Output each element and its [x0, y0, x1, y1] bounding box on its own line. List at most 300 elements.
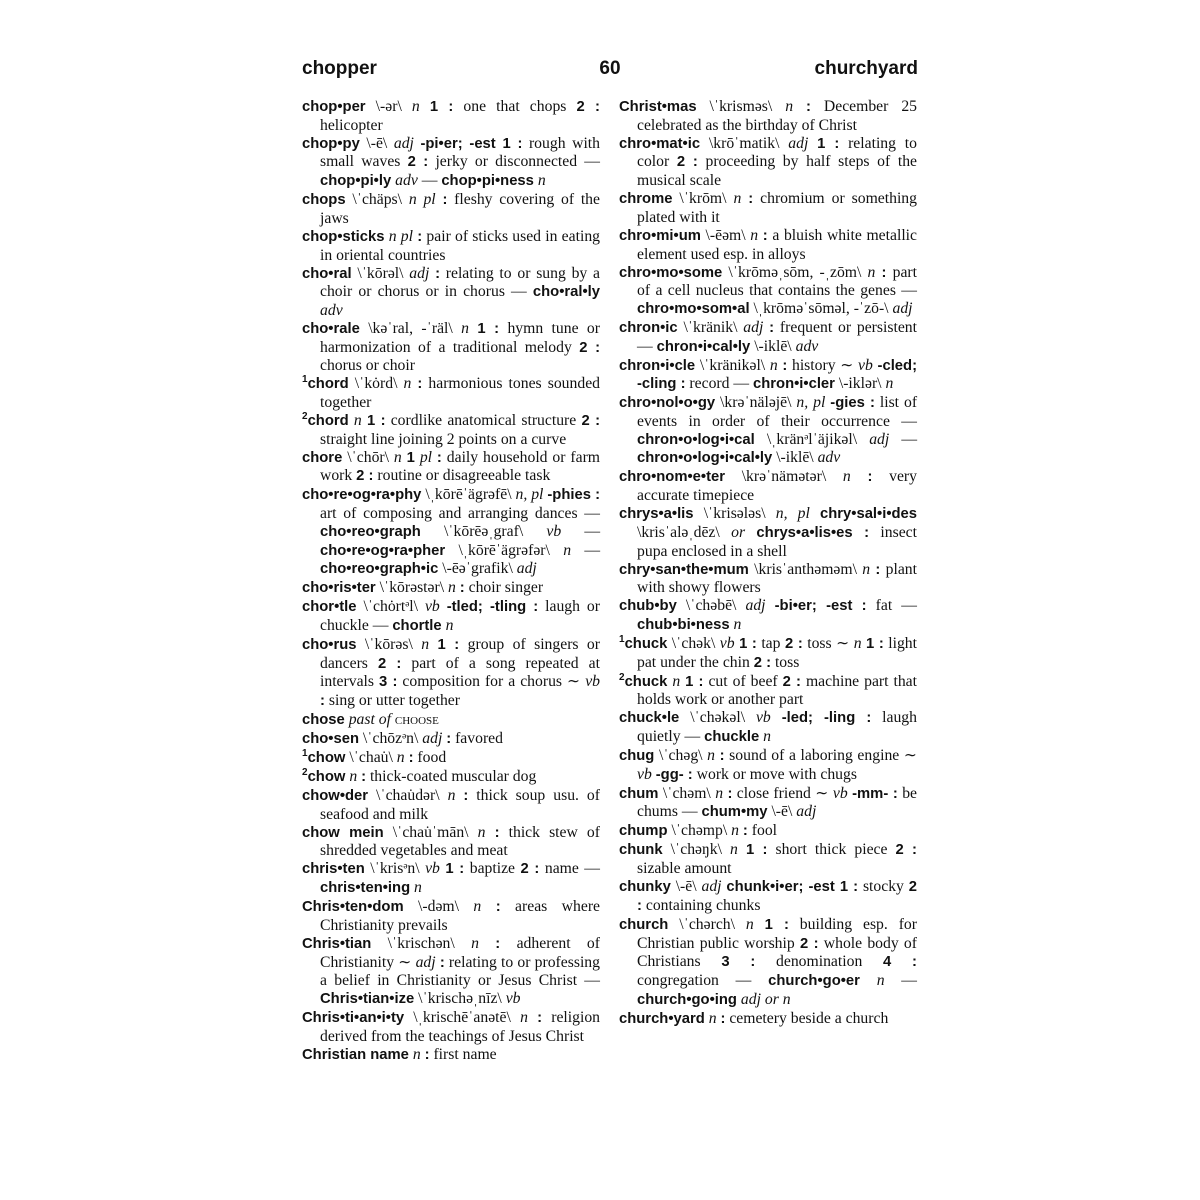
entry-text: \ˈchəŋk\	[662, 841, 731, 859]
entry-bold-text: chow mein	[302, 824, 384, 841]
entry-bold-text: 1 :	[739, 635, 757, 652]
dictionary-entry	[619, 98, 917, 134]
entry-text: a bluish white metallic element used esp. in alloys	[637, 226, 917, 263]
entry-bold-text: chris•ten•ing	[320, 880, 411, 897]
entry-bold-text: 2 :	[784, 635, 803, 652]
entry-bold-text: chron•o•log•i•cal•ly	[637, 450, 773, 467]
homograph-number: 1	[302, 747, 308, 759]
entry-bold-text: :	[320, 693, 325, 710]
entry-bold-text: chunk	[619, 842, 663, 859]
entry-text: part of a cell nucleus that contains the genes —	[637, 263, 917, 300]
entry-text: congregation —	[637, 971, 769, 989]
entry-bold-text: :	[463, 788, 469, 805]
entry-italic-text: n	[745, 915, 754, 933]
entry-bold-text: Christian name	[302, 1046, 409, 1063]
entry-bold-text: :	[446, 731, 452, 748]
entry-text: proceeding by half steps of the musical scale	[637, 153, 918, 190]
entry-text: toss ∼	[802, 634, 854, 652]
entry-italic-text: n	[733, 190, 742, 208]
entry-italic-text: n	[750, 226, 759, 244]
entry-bold-text: 1	[406, 449, 415, 466]
entry-bold-text: 1 :	[477, 320, 500, 337]
entry-bold-text: 2 :	[576, 99, 600, 115]
entry-italic-text: n	[769, 356, 778, 374]
entry-italic-text: n	[393, 448, 402, 466]
dictionary-entry	[302, 98, 600, 134]
entry-bold-text: :	[408, 750, 414, 767]
page-number: 60	[599, 58, 621, 79]
entry-text: helicopter	[320, 116, 383, 134]
entry-bold-text: :	[436, 449, 442, 466]
entry-text: art of composing and arranging dances —	[320, 505, 600, 523]
entry-italic-text: n	[473, 898, 482, 916]
dictionary-entry	[302, 486, 600, 579]
entry-bold-text: chro•nol•o•gy	[619, 395, 716, 412]
entry-text: containing chunks	[641, 896, 761, 914]
entry-text: December 25 celebrated as the birthday of Christ	[637, 98, 918, 134]
entry-italic-text: past of	[348, 711, 391, 729]
entry-italic-text: adj	[796, 803, 817, 821]
entry-bold-text: -mm- :	[852, 785, 898, 802]
entry-italic-text: adj	[892, 299, 913, 317]
entry-bold-text: -gies :	[830, 395, 875, 412]
entry-bold-text: -phies :	[547, 487, 601, 504]
entry-text: \ˈchȯrtᵊl\	[356, 598, 425, 616]
entry-text: short thick piece	[767, 841, 896, 859]
entry-italic-text: n	[477, 823, 486, 841]
entry-italic-text: n	[733, 615, 742, 633]
dictionary-entry	[619, 916, 917, 1010]
entry-bold-text: cho•re•og•ra•phy	[302, 487, 422, 504]
entry-bold-text: -bi•er; -est :	[774, 598, 867, 615]
dictionary-entry	[619, 709, 917, 746]
dictionary-page	[302, 58, 918, 1158]
entry-italic-text: n	[867, 263, 876, 281]
entry-bold-text: chum	[619, 785, 659, 802]
dictionary-entry	[302, 320, 600, 375]
entry-bold-text: cho•ris•ter	[302, 580, 376, 597]
entry-bold-text: chuck	[624, 635, 668, 652]
entry-italic-text: vb	[424, 598, 440, 616]
entry-text: \-ē\	[670, 878, 702, 896]
entry-italic-text: n	[396, 749, 405, 767]
homograph-number: 2	[302, 766, 308, 778]
entry-italic-text: n pl	[408, 191, 436, 209]
dictionary-entry	[302, 749, 600, 768]
entry-text: \ˈkȯrd\	[348, 375, 404, 393]
entry-text: hymn tune or harmonization of a traditional melody	[320, 319, 600, 356]
entry-text: baptize	[464, 860, 521, 878]
entry-text: insect pupa enclosed in a shell	[637, 523, 918, 560]
entry-italic-text: n	[461, 319, 469, 337]
dictionary-entry	[619, 227, 917, 263]
entry-bold-text: cho•ral•ly	[532, 284, 600, 301]
entry-bold-text: 4 :	[882, 954, 917, 971]
entry-bold-text: chro•mi•um	[619, 227, 701, 244]
entry-italic-text: n	[708, 1009, 717, 1027]
entry-text: building esp. for Christian public worship	[637, 915, 918, 952]
entry-text: \ˈchau̇dər\	[368, 787, 448, 805]
entry-text: be chums —	[637, 784, 917, 821]
entry-bold-text: 2 :	[753, 654, 772, 671]
entry-text: sizable amount	[637, 860, 732, 878]
entry-text: \ˈchōzᵊn\	[358, 730, 423, 748]
entry-bold-text: cho•rus	[302, 636, 357, 653]
entry-text: fat —	[866, 597, 917, 615]
entry-text: thick soup usu. of seafood and milk	[320, 787, 600, 823]
dictionary-entry	[302, 898, 600, 934]
dictionary-entry	[619, 505, 917, 560]
entry-text: daily household or farm work	[320, 448, 601, 485]
guide-word-last: churchyard	[814, 58, 918, 79]
entry-text: \-iklē\	[750, 337, 796, 355]
entry-bold-text: :	[361, 769, 367, 786]
entry-bold-text: 2 :	[407, 154, 429, 171]
entry-italic-text: n, pl	[796, 394, 826, 412]
entry-text: stocky	[858, 878, 909, 896]
entry-bold-text: :	[867, 469, 873, 486]
entry-italic-text: adj	[393, 134, 414, 152]
entry-text: light pat under the chin	[637, 634, 918, 671]
entry-bold-text: 3 :	[379, 674, 398, 691]
entry-bold-text: 3 :	[721, 954, 756, 971]
entry-bold-text: :	[881, 264, 887, 281]
entry-text: work or move with chugs	[692, 765, 857, 783]
homograph-number: 2	[619, 671, 625, 683]
entry-italic-text: n	[876, 971, 885, 989]
entry-text: composition for a chorus ∼	[397, 673, 586, 691]
entry-text: \ˈchərch\	[668, 915, 746, 933]
entry-text: fool	[747, 822, 778, 840]
entry-italic-text: adj	[869, 430, 890, 448]
entry-text: plant with showy flowers	[637, 560, 917, 597]
dictionary-entry	[302, 860, 600, 897]
entry-bold-text: :	[720, 1010, 726, 1027]
entry-bold-text: 2 :	[676, 154, 698, 171]
entry-bold-text: chrys•a•lis	[619, 506, 694, 523]
entry-text: \ˈchək\	[667, 634, 720, 652]
entry-italic-text: n	[421, 635, 430, 653]
entry-italic-text: vb	[832, 784, 848, 802]
entry-text: \ˈkōrēəˌgraf\	[420, 522, 547, 540]
entry-text: \krəˈnämətər\	[724, 468, 843, 486]
entry-bold-text: :	[417, 228, 423, 245]
entry-italic-text: n	[707, 747, 715, 765]
entry-bold-text: chord	[307, 376, 349, 393]
entry-text	[440, 598, 447, 615]
entry-italic-text: adv	[817, 449, 841, 467]
dictionary-entry	[619, 747, 917, 784]
entry-text: routine or disagreeable task	[373, 467, 551, 485]
entry-text: \ˈkōrəstər\	[375, 579, 448, 597]
dictionary-entry	[619, 635, 917, 672]
entry-bold-text: 2 :	[895, 842, 917, 859]
entry-bold-text: :	[719, 748, 725, 765]
entry-text: \kəˈral, -ˈräl\	[359, 319, 462, 337]
entry-text: \-ē\	[767, 803, 797, 821]
entry-text: \ˌkrōməˈsōməl, -ˈzō-\	[749, 299, 893, 317]
entry-text: \ˈchau̇ˈmān\	[383, 823, 478, 841]
entry-text: \ˌkränᵊlˈäjikəl\	[754, 430, 870, 448]
entry-text: \ˈchəkəl\	[679, 709, 756, 727]
entry-italic-text: n	[763, 728, 771, 746]
entry-text: religion derived from the teachings of Jesus Christ	[320, 1008, 601, 1045]
entry-text: \ˈkrisələs\	[693, 505, 776, 523]
entry-text	[479, 935, 495, 952]
entry-text	[754, 916, 765, 933]
entry-text: \ˈkrōm\	[672, 190, 734, 208]
entry-bold-text: church•yard	[619, 1010, 705, 1027]
entry-italic-text: vb	[719, 634, 735, 652]
homograph-number: 1	[619, 633, 625, 645]
entry-text	[860, 972, 877, 989]
entry-text: first name	[429, 1045, 497, 1063]
entry-text: favored	[451, 730, 503, 748]
dictionary-entry	[302, 787, 600, 823]
entry-bold-text: chro•nom•e•ter	[619, 469, 725, 486]
entry-text: harmonious tones sounded together	[320, 375, 600, 412]
entry-text: fleshy covering of the jaws	[320, 191, 600, 227]
entry-bold-text: 2 :	[581, 413, 601, 430]
entry-bold-text: chry•sal•i•des	[820, 506, 918, 523]
entry-bold-text: chop•pi•ness	[441, 173, 534, 190]
entry-italic-text: n	[563, 541, 572, 559]
entry-bold-text: Christ•mas	[619, 99, 697, 115]
entry-bold-text: church	[619, 916, 669, 933]
entry-bold-text: chord	[307, 413, 349, 430]
entry-italic-text: n	[785, 98, 794, 115]
entry-italic-text: pl	[419, 448, 433, 466]
entry-bold-text: 1 :	[764, 916, 789, 933]
entry-text: \ˈchōr\	[342, 448, 394, 466]
entry-italic-text: vb	[505, 989, 521, 1007]
entry-bold-text: chro•mo•som•al	[637, 300, 750, 317]
entry-italic-text: n	[414, 879, 422, 897]
entry-text: \-ēəm\	[700, 226, 751, 244]
dictionary-entry	[619, 135, 917, 190]
entry-text: \ˈkrōməˌsōm, -ˌzōm\	[722, 263, 868, 281]
entry-italic-text: or	[731, 523, 746, 541]
entry-italic-text: n	[842, 468, 851, 486]
entry-bold-text: -gg- :	[655, 766, 693, 783]
dictionary-entry	[619, 841, 917, 877]
entry-bold-text: :	[875, 561, 881, 578]
entry-bold-text: :	[459, 580, 465, 597]
entry-bold-text: chron•o•log•i•cal	[637, 431, 755, 448]
entry-bold-text: :	[494, 824, 500, 841]
entry-text: \ˈkrischən\	[371, 934, 472, 952]
entry-text: \-ər\	[365, 98, 412, 115]
entry-text	[766, 597, 775, 614]
entry-text: close friend ∼	[732, 784, 833, 802]
entry-italic-text: n	[353, 412, 362, 430]
entry-text: sound of a laboring engine ∼	[724, 747, 918, 765]
dictionary-entry	[302, 1046, 600, 1065]
dictionary-entry	[302, 375, 600, 411]
entry-bold-text: :	[806, 99, 811, 115]
entry-text: \ˈchau̇\	[345, 749, 397, 767]
entry-italic-text: adv	[320, 301, 343, 319]
entry-bold-text: 1 :	[745, 842, 768, 859]
entry-bold-text: :	[442, 192, 448, 209]
entry-bold-text: Chris•tian•ize	[320, 990, 415, 1007]
entry-bold-text: :	[782, 357, 788, 374]
entry-italic-text: n	[448, 579, 456, 597]
entry-bold-text: :	[439, 954, 445, 971]
entry-text: thick-coated muscular dog	[366, 768, 537, 786]
entry-bold-text: chortle	[392, 617, 442, 634]
entry-text: cut of beef	[703, 672, 783, 690]
entry-bold-text: :	[417, 376, 423, 393]
dictionary-entry	[302, 449, 600, 486]
entry-italic-text: n	[730, 841, 738, 859]
entry-bold-text: chron•i•cle	[619, 357, 696, 374]
entry-bold-text: :	[495, 899, 501, 916]
entry-bold-text: 2 :	[799, 935, 819, 952]
entry-text	[485, 824, 494, 841]
entry-italic-text: adj	[409, 264, 430, 282]
entry-bold-text: :	[727, 785, 733, 802]
entry-bold-text: :	[769, 319, 775, 336]
dictionary-entry	[302, 412, 600, 448]
entry-bold-text: :	[748, 191, 754, 208]
entry-text: —	[884, 971, 917, 989]
cross-reference: choose	[394, 711, 439, 729]
entry-text: part of a song repeated at intervals	[320, 654, 601, 691]
entry-text: list of events in order of their occurrence —	[637, 394, 918, 431]
entry-bold-text: :	[537, 1009, 543, 1026]
entry-text: food	[413, 749, 447, 767]
entry-bold-text: chow	[307, 750, 346, 767]
entry-italic-text: n pl	[388, 227, 413, 245]
entry-text: \-ē\	[359, 134, 394, 152]
entry-bold-text: chop•py	[302, 135, 360, 152]
dictionary-entry	[619, 822, 917, 841]
entry-text: \ˈkränik\	[677, 318, 744, 336]
entry-italic-text: n	[715, 784, 724, 802]
entry-text	[851, 468, 868, 485]
entry-text: \ˈkrisməs\	[696, 98, 786, 115]
entry-text: \ˈkōrəs\	[356, 635, 422, 653]
entry-bold-text: :	[424, 1046, 430, 1063]
dictionary-entry	[302, 824, 600, 860]
entry-bold-text: chop•sticks	[302, 228, 385, 245]
entry-text: \ˈchəg\	[654, 747, 708, 765]
entry-bold-text: 1 :	[865, 635, 884, 652]
entry-text: \ˈkränikəl\	[695, 356, 770, 374]
dictionary-entry	[619, 319, 917, 356]
entry-italic-text: n	[471, 934, 479, 952]
entry-bold-text: chry•san•the•mum	[619, 561, 749, 578]
entry-text: chromium or something plated with it	[637, 190, 917, 226]
entry-text: thick stew of shredded vegetables and meat	[320, 823, 600, 860]
entry-bold-text: :	[762, 227, 768, 244]
entry-text: cemetery beside a church	[725, 1009, 889, 1027]
entry-bold-text: 1 :	[685, 673, 704, 690]
entry-text: \ˌkōrēˈägrəfər\	[445, 541, 564, 559]
entry-italic-text: adj	[415, 953, 436, 971]
entry-italic-text: n	[445, 616, 454, 634]
entry-text: \ˈchəm\	[658, 784, 716, 802]
entry-italic-text: vb	[858, 356, 873, 374]
entry-bold-text: chro•mat•ic	[619, 135, 701, 152]
entry-text: \krōˈmatik\	[700, 134, 789, 152]
entry-bold-text: chron•ic	[619, 319, 678, 336]
dictionary-entry	[302, 768, 600, 787]
entry-text	[420, 98, 430, 115]
entry-bold-text: chop•per	[302, 99, 366, 115]
entry-text: group of singers or dancers	[320, 635, 600, 672]
entry-bold-text: chump	[619, 823, 668, 840]
entry-text	[481, 898, 495, 915]
entry-italic-text: n, pl	[775, 505, 810, 523]
dictionary-entry	[302, 711, 600, 730]
entry-bold-text: 2 :	[579, 339, 600, 356]
entry-bold-text: :	[495, 935, 501, 952]
entry-text: history ∼	[787, 356, 859, 374]
entry-italic-text: adj	[701, 878, 722, 896]
entry-bold-text: cho•reo•graph	[320, 523, 421, 540]
entry-bold-text: chow•der	[302, 788, 369, 805]
entry-bold-text: chose	[302, 712, 345, 729]
entry-bold-text: chuckle	[704, 729, 760, 746]
dictionary-entry	[302, 935, 600, 1009]
entry-italic-text: vb	[425, 860, 440, 878]
entry-text: relating to color	[637, 134, 917, 171]
entry-text: \ˌkōrēˈägrəfē\	[421, 486, 516, 504]
entry-bold-text: chro•mo•some	[619, 264, 723, 281]
dictionary-entry	[619, 597, 917, 634]
entry-bold-text: cho•ral	[302, 265, 352, 282]
entry-text: \krəˈnäləjē\	[715, 394, 797, 412]
dictionary-entry	[619, 1010, 917, 1029]
entry-text: \ˈchəmp\	[667, 822, 732, 840]
entry-italic-text: adj	[745, 597, 766, 615]
entry-italic-text: n	[520, 1008, 528, 1026]
entry-italic-text: n	[862, 560, 871, 578]
entry-bold-text: chub•by	[619, 598, 677, 615]
entry-bold-text: -led; -ling :	[781, 710, 872, 727]
entry-bold-text: 1 :	[437, 636, 460, 653]
entry-text: straight line joining 2 points on a curve	[320, 430, 567, 448]
dictionary-entry	[619, 264, 917, 319]
entry-italic-text: vb	[585, 673, 600, 691]
entry-text: \ˌkrischēˈanətē\	[404, 1008, 521, 1026]
entry-text	[745, 524, 756, 541]
entry-italic-text: adv	[795, 337, 819, 355]
entry-italic-text: n	[412, 1045, 421, 1063]
entry-text: \-iklər\	[834, 375, 886, 393]
homograph-number: 1	[302, 374, 308, 386]
entry-text: machine part that holds work or another part	[637, 672, 917, 709]
entry-italic-text: vb	[637, 765, 652, 783]
dictionary-entry	[302, 135, 600, 191]
entry-bold-text: cho•re•og•ra•pher	[320, 542, 446, 559]
entry-italic-text: vb	[755, 709, 771, 727]
entry-italic-text: adj	[422, 730, 443, 748]
entry-text: laugh quietly —	[637, 709, 917, 746]
entry-italic-text: n	[731, 822, 739, 840]
entry-bold-text: 1 :	[817, 135, 840, 152]
entry-text: sing or utter together	[324, 692, 460, 710]
entry-text: —	[417, 172, 442, 190]
entry-italic-text: adj	[743, 318, 764, 336]
homograph-number: 2	[302, 410, 308, 422]
entry-bold-text: 2 :	[377, 655, 402, 672]
dictionary-entry	[302, 1009, 600, 1045]
entry-italic-text: n	[403, 375, 412, 393]
left-column	[302, 98, 600, 1065]
